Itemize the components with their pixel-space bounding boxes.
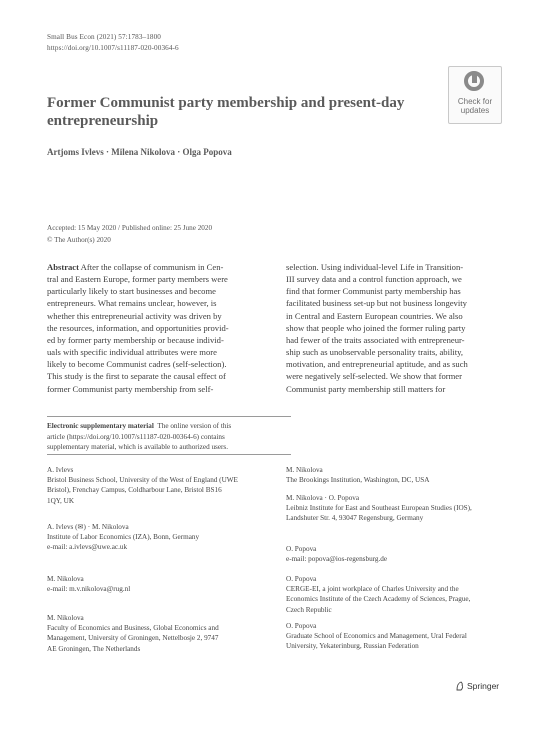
abstract-line: selection. Using individual-level Life in Transition- [286, 262, 464, 272]
abstract-line: ship such as unobservable personality traits, ability, [286, 347, 464, 358]
check-for-updates-badge[interactable] [448, 66, 502, 124]
crossmark-icon [464, 71, 484, 91]
copyright-notice: © The Author(s) 2020 [47, 236, 111, 244]
affiliation-block: M. Nikolova The Brookings Institution, Washington, DC, USA [286, 466, 430, 485]
email-link[interactable]: e-mail: popova@ios-regensburg.de [286, 555, 388, 564]
abstract-line: This study is the first to separate the causal effect of [47, 371, 226, 382]
abstract-right-column [286, 261, 500, 395]
publisher-name: Springer [467, 681, 500, 691]
doi-link[interactable]: https://doi.org/10.1007/s11187-020-00364-6 [47, 44, 179, 52]
abstract-line: former Communist party membership from self- [47, 383, 214, 394]
supplementary-material-note: Electronic supplementary material The online version of this article (https://doi.org/10.1007/s11187-020-00364-6) contains supplementary material, which is available to authorized users. [47, 422, 232, 451]
publisher-logo [455, 681, 499, 691]
abstract-line: likely to become Communist cadres (self-selection). [47, 359, 227, 370]
author-list: Artjoms Ivlevs · Milena Nikolova · Olga Popova [47, 147, 232, 157]
abstract-line: Abstract After the collapse of communism in Cen- [47, 262, 224, 272]
abstract-label: Abstract [47, 262, 79, 272]
abstract-line: had fewer of the traits associated with entrepreneur- [286, 334, 465, 345]
abstract-line: show that people who joined the former ruling party [286, 322, 466, 333]
affiliation-block: M. Nikolova Faculty of Economics and Business, Global Economics and Management, University of Groningen, Nettelbosje 2, 9747 AE Groningen, The Netherlands [47, 614, 219, 653]
affiliation-block: O. Popova e-mail: popova@ios-regensburg.de [286, 544, 521, 564]
abstract-left-column [47, 261, 291, 395]
affiliation-block: O. Popova CERGE-EI, a joint workplace of Charles University and the Economics Institute of the Czech Academy of Sciences, Prague, Czech Republic [286, 575, 471, 614]
title-line-2: entrepreneurship [47, 113, 159, 129]
article-title [47, 94, 407, 130]
esm-divider [47, 416, 291, 417]
abstract-line: motivation, and entrepreneurial aptitude, and as such [286, 359, 468, 370]
abstract-line: facilitated business set-up but not business longevity [286, 298, 467, 309]
journal-citation: Small Bus Econ (2021) 57:1783–1800 [47, 33, 162, 41]
title-line-1: Former Communist party membership and present-day [47, 95, 405, 111]
abstract-line: tral and Eastern Europe, former party members were [47, 274, 228, 285]
esm-label: Electronic supplementary material [47, 422, 154, 430]
badge-line-1: Check for [457, 97, 493, 106]
badge-line-2: updates [460, 106, 490, 115]
email-link[interactable]: e-mail: m.v.nikolova@rug.nl [47, 585, 131, 594]
abstract-line: whether this entrepreneurial activity was driven by [47, 310, 222, 321]
abstract-line: Communist party membership still matters for [286, 383, 446, 394]
esm-bottom-divider [47, 454, 291, 455]
abstract-line: the resources, information, and opportunities provid- [47, 322, 229, 333]
affiliation-block: O. Popova Graduate School of Economics and Management, Ural Federal University, Yekaterinburg, Russian Federation [286, 622, 467, 651]
affiliation-block: A. Ivlevs Bristol Business School, University of the West of England (UWE Bristol), Frenchay Campus, Coldharbour Lane, Bristol BS16 1QY, UK [47, 466, 238, 505]
affiliation-block: M. Nikolova e-mail: m.v.nikolova@rug.nl [47, 574, 297, 594]
abstract-line: III survey data and a control function approach, we [286, 274, 462, 285]
springer-horse-icon [455, 681, 465, 691]
abstract-line: in Central and Eastern European countries. We also [286, 310, 463, 321]
abstract-line: find that former Communist party membership has [286, 286, 461, 297]
abstract-line: entrepreneurs. What remains unclear, however, is [47, 298, 217, 309]
affiliation-block: M. Nikolova · O. Popova Leibniz Institute for East and Southeast European Studies (IOS), Landshuter Str. 4, 93047 Regensburg, Germany [286, 494, 472, 523]
abstract-line: ed by former party membership or because individ- [47, 334, 224, 345]
abstract-line: were negatively self-selected. We show that former [286, 371, 462, 382]
publication-dates [47, 222, 212, 246]
esm-doi-link[interactable]: https://doi.org/10.1007/s11187-020-00364-6 [69, 432, 197, 441]
abstract-line: uals with specific individual attributes were more [47, 347, 217, 358]
accepted-published-dates: Accepted: 15 May 2020 / Published online: 25 June 2020 [47, 224, 213, 232]
email-link[interactable]: e-mail: a.ivlevs@uwe.ac.uk [47, 543, 128, 552]
abstract-line: particularly likely to start businesses and become [47, 286, 216, 297]
affiliation-block: A. Ivlevs (✉) · M. Nikolova Institute of Labor Economics (IZA), Bonn, Germany e-mail: a.ivlevs@uwe.ac.uk [47, 522, 297, 553]
